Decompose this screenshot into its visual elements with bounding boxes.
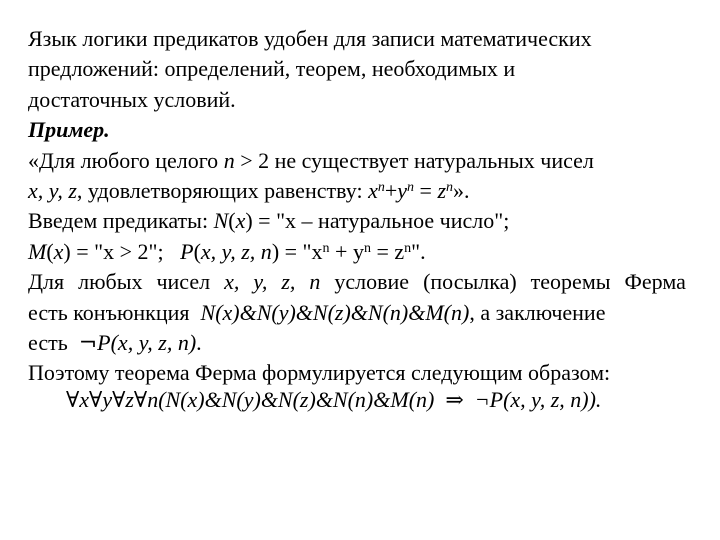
fermat-line-2-suffix: , а заключение: [469, 299, 606, 325]
quote-vars: x, y, z: [28, 177, 77, 203]
quote-var-n: n: [223, 147, 235, 173]
word: любых: [78, 269, 143, 295]
conclusion: P(x, y, z, n): [97, 329, 197, 355]
pred-P-args: x, y, z, n: [200, 238, 272, 264]
eq-exp-2: n: [407, 179, 415, 195]
fermat-line-2: [28, 298, 686, 328]
fermat-formula: ∀x∀y∀z∀n(N(x)&N(y)&N(z)&N(n)&M(n) ⇒ ¬P(x, y, z, n)).: [66, 387, 602, 412]
intro-line-1: Язык логики предикатов удобен для записи математических: [28, 26, 592, 51]
eq-exp-1: n: [377, 179, 385, 195]
fermat-line-3: [28, 328, 686, 358]
main-text: [28, 24, 686, 389]
fermat-line-1: [28, 267, 686, 297]
pred-plus-y: + y: [329, 238, 364, 264]
pred-exp-3: n: [404, 240, 412, 256]
conjunction: N(x)&N(y)&N(z)&N(n)&M(n): [200, 299, 470, 325]
eq-x: x: [368, 177, 378, 203]
fermat-line-3-prefix: есть: [28, 329, 79, 355]
example-heading: Пример.: [28, 117, 110, 143]
quote-open: «Для любого целого: [28, 147, 224, 173]
pred-M: M: [28, 238, 47, 264]
word: условие: [334, 269, 410, 295]
eq-plus: +: [384, 177, 398, 203]
pred-exp-2: n: [363, 240, 371, 256]
predicates-line-2: M(x) = "x > 2"; P(x, y, z, $n) = "x^n + y^n = z^n$".: [28, 238, 426, 264]
eq-exp-3: n: [446, 179, 453, 195]
word: (посылка): [423, 269, 517, 295]
quote-line-2: [28, 176, 686, 206]
eq-equals: =: [414, 177, 438, 203]
pred-N-arg: x: [235, 208, 246, 234]
word: z,: [281, 269, 296, 295]
pred-N: N: [213, 208, 229, 234]
predicates-line-1: Введем предикаты: N(x) = "x – натуральное число";: [28, 208, 510, 234]
fermat-line-3-suffix: .: [196, 329, 202, 355]
word: y,: [253, 269, 268, 295]
predicates-intro: Введем предикаты:: [28, 208, 214, 234]
word: x,: [224, 269, 240, 295]
pred-P: P: [180, 238, 194, 264]
quote-line-1: [28, 146, 686, 176]
word: теоремы: [530, 269, 611, 295]
quote-mid: > 2 не существует натуральных чисел: [234, 147, 594, 173]
word: чисел: [156, 269, 211, 295]
pred-M-def: = "x > 2";: [70, 238, 181, 264]
negation-symbol: ¬: [78, 330, 98, 356]
eq-y: y: [397, 177, 408, 203]
pred-eq-z: = z: [370, 238, 405, 264]
word: Для: [28, 269, 65, 295]
pred-close: ".: [411, 238, 426, 264]
word: n: [309, 269, 321, 295]
word: Ферма: [624, 269, 686, 295]
intro-line-3: достаточных условий.: [28, 86, 236, 112]
quote-close: ».: [453, 177, 470, 203]
quote-satisfying: , удовлетворяющих равенству:: [76, 177, 369, 203]
pred-M-arg: x: [53, 238, 64, 264]
pred-N-def: = "x – натуральное число";: [252, 208, 510, 234]
eq-z: z: [437, 177, 446, 203]
summary-line: Поэтому теорема Ферма формулируется следующим образом:: [28, 360, 611, 386]
pred-exp-1: n: [322, 240, 330, 256]
pred-P-def-open: = "x: [279, 238, 323, 264]
fermat-line-2-prefix: есть конъюнкция: [28, 299, 201, 325]
intro-line-2: предложений: определений, теорем, необходимых и: [28, 56, 516, 82]
